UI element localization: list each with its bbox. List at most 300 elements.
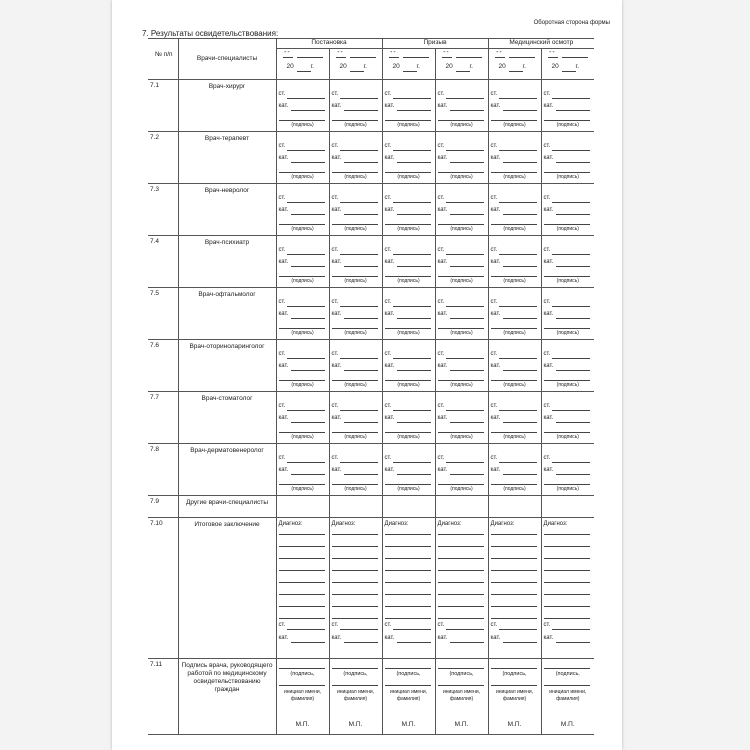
kat-label: кат. [490,207,501,213]
signature-label: (подпись) [344,330,367,336]
stamp-label: М.П. [348,721,363,728]
kat-label: кат. [384,259,395,265]
stamp-label: М.П. [507,721,522,728]
signature-label: (подпись) [291,278,314,284]
st-label: ст. [331,622,339,628]
signature-label: (подпись) [291,226,314,232]
date-year-suffix: г. [522,63,526,70]
kat-label: кат. [331,207,342,213]
signature-label: (подпись) [344,226,367,232]
kat-label: кат. [331,103,342,109]
signature-label: (подпись) [503,122,526,128]
st-label: ст. [490,143,498,149]
result-cell[interactable] [383,444,435,495]
signature-label: (подпись) [503,382,526,388]
date-field[interactable] [383,49,435,79]
st-label: ст. [384,247,392,253]
row-doctor-name: Врач-оториноларинголог [178,340,276,392]
result-cell[interactable] [277,236,329,287]
diagnosis-cell[interactable] [277,518,329,658]
signature-label: (подпись) [556,486,579,492]
stamp-label: М.П. [560,721,575,728]
date-quote: " " [390,51,396,57]
result-cell[interactable] [277,184,329,235]
result-cell[interactable] [330,288,382,339]
st-label: ст. [543,143,551,149]
kat-label: кат. [543,415,554,421]
kat-label: кат. [331,467,342,473]
result-cell[interactable] [489,288,541,339]
initials-label: инициал имени, фамилия) [336,689,375,702]
kat-label: кат. [437,311,448,317]
stamp-label: М.П. [454,721,469,728]
kat-label: кат. [278,207,289,213]
signature-label: (подпись) [397,226,420,232]
st-label: ст. [490,622,498,628]
result-cell[interactable] [277,392,329,443]
kat-label: кат. [437,635,448,641]
result-cell[interactable] [330,184,382,235]
st-label: ст. [278,247,286,253]
signature-label: (подпись) [450,122,473,128]
date-field[interactable] [330,49,382,79]
result-cell[interactable] [383,392,435,443]
signature-label: (подпись) [344,434,367,440]
st-label: ст. [384,195,392,201]
initials-label: инициал имени, фамилия) [549,689,587,702]
row-num: 7.9 [148,496,178,518]
signature-comma-label: (подпись, [555,671,580,677]
diagnosis-label: Диагноз: [331,521,356,527]
kat-label: кат. [490,363,501,369]
st-label: ст. [278,299,286,305]
date-year-prefix: 20 [286,63,294,70]
result-cell[interactable] [436,236,488,287]
kat-label: кат. [437,103,448,109]
result-cell[interactable] [383,340,435,391]
result-cell[interactable] [436,80,488,131]
kat-label: кат. [384,155,395,161]
kat-label: кат. [278,415,289,421]
st-label: ст. [384,143,392,149]
kat-label: кат. [543,467,554,473]
row-num: 7.6 [148,340,178,392]
date-field[interactable] [489,49,541,79]
row-doctor-name: Врач-хирург [178,80,276,132]
st-label: ст. [490,247,498,253]
st-label: ст. [331,91,339,97]
signature-label: (подпись) [450,382,473,388]
st-label: ст. [543,455,551,461]
table-row [148,80,594,132]
st-label: ст. [543,299,551,305]
signature-label: (подпись) [556,226,579,232]
kat-label: кат. [384,103,395,109]
results-table [148,38,594,735]
result-cell[interactable] [436,444,488,495]
st-label: ст. [543,247,551,253]
signature-label: (подпись) [556,278,579,284]
header-group-prizyv: Призыв [382,39,488,49]
date-year-suffix: г. [363,63,367,70]
st-label: ст. [490,403,498,409]
result-cell[interactable] [383,236,435,287]
st-label: ст. [278,403,286,409]
kat-label: кат. [331,415,342,421]
result-cell[interactable] [436,288,488,339]
row-doctor-name: Подпись врача, руководящего работой по медицинскому освидетельствованию граждан [178,659,276,735]
signature-label: (подпись) [291,486,314,492]
row-num: 7.3 [148,184,178,236]
result-cell[interactable] [436,132,488,183]
signature-comma-label: (подпись, [396,671,421,677]
signature-label: (подпись) [503,330,526,336]
kat-label: кат. [543,259,554,265]
st-label: ст. [384,299,392,305]
date-quote: " " [496,51,502,57]
signature-label: (подпись) [344,122,367,128]
table-row [148,236,594,288]
date-quote: " " [549,51,555,57]
result-cell[interactable] [489,184,541,235]
signature-label: (подпись) [503,486,526,492]
initials-label: инициал имени, фамилия) [442,689,481,702]
st-label: ст. [331,143,339,149]
signature-label: (подпись) [556,174,579,180]
result-cell[interactable] [542,184,595,235]
result-cell[interactable] [489,444,541,495]
table-row [148,340,594,392]
signature-label: (подпись) [291,382,314,388]
initials-label: инициал имени, фамилия) [283,689,322,702]
st-label: ст. [437,622,445,628]
table-row [148,288,594,340]
kat-label: кат. [384,415,395,421]
table-row [148,518,594,659]
date-year-prefix: 20 [498,63,506,70]
head-signature-cell[interactable] [383,659,435,734]
result-cell[interactable] [330,132,382,183]
signature-label: (подпись) [450,278,473,284]
result-cell[interactable] [383,288,435,339]
date-year-prefix: 20 [339,63,347,70]
header-doctors: Врачи-специалисты [178,39,276,80]
date-year-prefix: 20 [392,63,400,70]
kat-label: кат. [490,467,501,473]
signature-label: (подпись) [291,434,314,440]
date-quote: " " [284,51,290,57]
date-year-prefix: 20 [551,63,559,70]
diagnosis-cell[interactable] [542,518,595,658]
kat-label: кат. [331,635,342,641]
kat-label: кат. [384,635,395,641]
signature-label: (подпись) [450,434,473,440]
signature-label: (подпись) [397,174,420,180]
st-label: ст. [437,299,445,305]
signature-label: (подпись) [503,278,526,284]
result-cell[interactable] [489,340,541,391]
kat-label: кат. [543,207,554,213]
result-cell[interactable] [436,340,488,391]
row-num: 7.11 [148,659,178,735]
signature-label: (подпись) [291,174,314,180]
date-field[interactable] [542,49,595,79]
result-cell[interactable] [277,288,329,339]
result-cell[interactable] [489,132,541,183]
row-num: 7.7 [148,392,178,444]
kat-label: кат. [490,415,501,421]
st-label: ст. [437,455,445,461]
signature-label: (подпись) [450,486,473,492]
st-label: ст. [278,455,286,461]
result-cell[interactable] [277,132,329,183]
table-row [148,132,594,184]
head-signature-cell[interactable] [542,659,595,734]
signature-comma-label: (подпись, [343,671,368,677]
result-cell[interactable] [489,80,541,131]
table-row [148,444,594,496]
result-cell[interactable] [542,80,595,131]
signature-label: (подпись) [450,174,473,180]
kat-label: кат. [278,259,289,265]
signature-label: (подпись) [291,122,314,128]
signature-label: (подпись) [291,330,314,336]
result-cell[interactable] [330,444,382,495]
diagnosis-cell[interactable] [489,518,541,658]
row-doctor-name: Другие врачи-специалисты [178,496,276,518]
st-label: ст. [384,91,392,97]
diagnosis-cell[interactable] [383,518,435,658]
date-year-suffix: г. [469,63,473,70]
result-cell[interactable] [330,340,382,391]
kat-label: кат. [331,155,342,161]
result-cell[interactable] [330,80,382,131]
kat-label: кат. [331,259,342,265]
head-signature-cell[interactable] [436,659,488,734]
kat-label: кат. [278,103,289,109]
date-year-suffix: г. [575,63,579,70]
kat-label: кат. [490,635,501,641]
result-cell[interactable] [330,392,382,443]
row-doctor-name: Врач-стоматолог [178,392,276,444]
signature-label: (подпись) [397,382,420,388]
row-num: 7.8 [148,444,178,496]
signature-label: (подпись) [397,486,420,492]
signature-label: (подпись) [344,382,367,388]
row-num: 7.4 [148,236,178,288]
date-quote: " " [443,51,449,57]
st-label: ст. [278,195,286,201]
result-cell[interactable] [436,392,488,443]
st-label: ст. [331,403,339,409]
section-title: 7. Результаты освидетельствования: [142,29,279,38]
initials-label: инициал имени, фамилия) [389,689,428,702]
kat-label: кат. [437,259,448,265]
head-signature-cell[interactable] [330,659,382,734]
signature-label: (подпись) [344,174,367,180]
date-field[interactable] [436,49,488,79]
row-doctor-name: Итоговое заключение [178,518,276,659]
head-signature-cell[interactable] [489,659,541,734]
st-label: ст. [490,195,498,201]
signature-label: (подпись) [556,330,579,336]
kat-label: кат. [437,363,448,369]
kat-label: кат. [384,311,395,317]
st-label: ст. [543,622,551,628]
kat-label: кат. [278,311,289,317]
head-signature-cell[interactable] [277,659,329,734]
kat-label: кат. [384,207,395,213]
signature-label: (подпись) [503,174,526,180]
row-num: 7.1 [148,80,178,132]
result-cell[interactable] [489,236,541,287]
date-year-suffix: г. [310,63,314,70]
signature-comma-label: (подпись, [449,671,474,677]
kat-label: кат. [437,415,448,421]
result-cell[interactable] [542,288,595,339]
corner-note: Оборотная сторона формы [533,20,610,26]
result-cell[interactable] [542,444,595,495]
kat-label: кат. [437,207,448,213]
signature-label: (подпись) [503,434,526,440]
result-cell[interactable] [383,132,435,183]
kat-label: кат. [437,155,448,161]
stamp-label: М.П. [401,721,416,728]
kat-label: кат. [437,467,448,473]
diagnosis-label: Диагноз: [543,521,568,527]
form-sheet [112,0,622,750]
signature-label: (подпись) [450,330,473,336]
kat-label: кат. [490,311,501,317]
date-year-prefix: 20 [445,63,453,70]
st-label: ст. [543,195,551,201]
kat-label: кат. [331,311,342,317]
st-label: ст. [490,455,498,461]
diagnosis-label: Диагноз: [384,521,409,527]
st-label: ст. [331,351,339,357]
kat-label: кат. [384,467,395,473]
kat-label: кат. [490,259,501,265]
st-label: ст. [490,91,498,97]
st-label: ст. [490,351,498,357]
signature-label: (подпись) [556,434,579,440]
kat-label: кат. [490,155,501,161]
result-cell[interactable] [542,236,595,287]
result-cell[interactable] [383,80,435,131]
st-label: ст. [331,195,339,201]
row-doctor-name: Врач-офтальмолог [178,288,276,340]
row-doctor-name: Врач-психиатр [178,236,276,288]
st-label: ст. [384,351,392,357]
row-doctor-name: Врач-невролог [178,184,276,236]
st-label: ст. [490,299,498,305]
header-group-medosmotr: Медицинский осмотр [488,39,594,49]
signature-label: (подпись) [344,486,367,492]
st-label: ст. [331,247,339,253]
result-cell[interactable] [542,392,595,443]
kat-label: кат. [543,363,554,369]
kat-label: кат. [278,155,289,161]
st-label: ст. [384,403,392,409]
st-label: ст. [437,403,445,409]
diagnosis-label: Диагноз: [278,521,303,527]
st-label: ст. [543,91,551,97]
kat-label: кат. [490,103,501,109]
signature-comma-label: (подпись, [502,671,527,677]
initials-label: инициал имени, фамилия) [495,689,534,702]
kat-label: кат. [331,363,342,369]
header-num: № п/п [148,39,178,80]
diagnosis-label: Диагноз: [490,521,515,527]
result-cell[interactable] [277,80,329,131]
result-cell[interactable] [542,340,595,391]
st-label: ст. [437,195,445,201]
st-label: ст. [384,622,392,628]
signature-label: (подпись) [397,434,420,440]
signature-comma-label: (подпись, [290,671,315,677]
kat-label: кат. [543,103,554,109]
header-group-postanovka: Постановка [276,39,382,49]
signature-label: (подпись) [556,382,579,388]
st-label: ст. [437,91,445,97]
kat-label: кат. [384,363,395,369]
kat-label: кат. [278,635,289,641]
signature-label: (подпись) [556,122,579,128]
date-year-suffix: г. [416,63,420,70]
result-cell[interactable] [277,444,329,495]
kat-label: кат. [278,467,289,473]
signature-label: (подпись) [344,278,367,284]
row-num: 7.2 [148,132,178,184]
table-row [148,392,594,444]
st-label: ст. [437,143,445,149]
stamp-label: М.П. [295,721,310,728]
result-cell[interactable] [383,184,435,235]
st-label: ст. [437,351,445,357]
signature-label: (подпись) [450,226,473,232]
row-doctor-name: Врач-дерматовенеролог [178,444,276,496]
kat-label: кат. [543,311,554,317]
signature-label: (подпись) [397,122,420,128]
st-label: ст. [331,299,339,305]
st-label: ст. [278,143,286,149]
kat-label: кат. [543,155,554,161]
st-label: ст. [384,455,392,461]
result-cell[interactable] [277,340,329,391]
date-quote: " " [337,51,343,57]
row-num: 7.5 [148,288,178,340]
kat-label: кат. [278,363,289,369]
diagnosis-cell[interactable] [330,518,382,658]
st-label: ст. [543,403,551,409]
table-row [148,184,594,236]
signature-label: (подпись) [397,278,420,284]
signature-label: (подпись) [503,226,526,232]
st-label: ст. [278,91,286,97]
st-label: ст. [278,622,286,628]
result-cell[interactable] [330,236,382,287]
st-label: ст. [331,455,339,461]
row-doctor-name: Врач-терапевт [178,132,276,184]
date-field[interactable] [277,49,329,79]
result-cell[interactable] [542,132,595,183]
result-cell[interactable] [489,392,541,443]
st-label: ст. [278,351,286,357]
signature-label: (подпись) [397,330,420,336]
row-num: 7.10 [148,518,178,659]
result-cell[interactable] [436,184,488,235]
diagnosis-cell[interactable] [436,518,488,658]
